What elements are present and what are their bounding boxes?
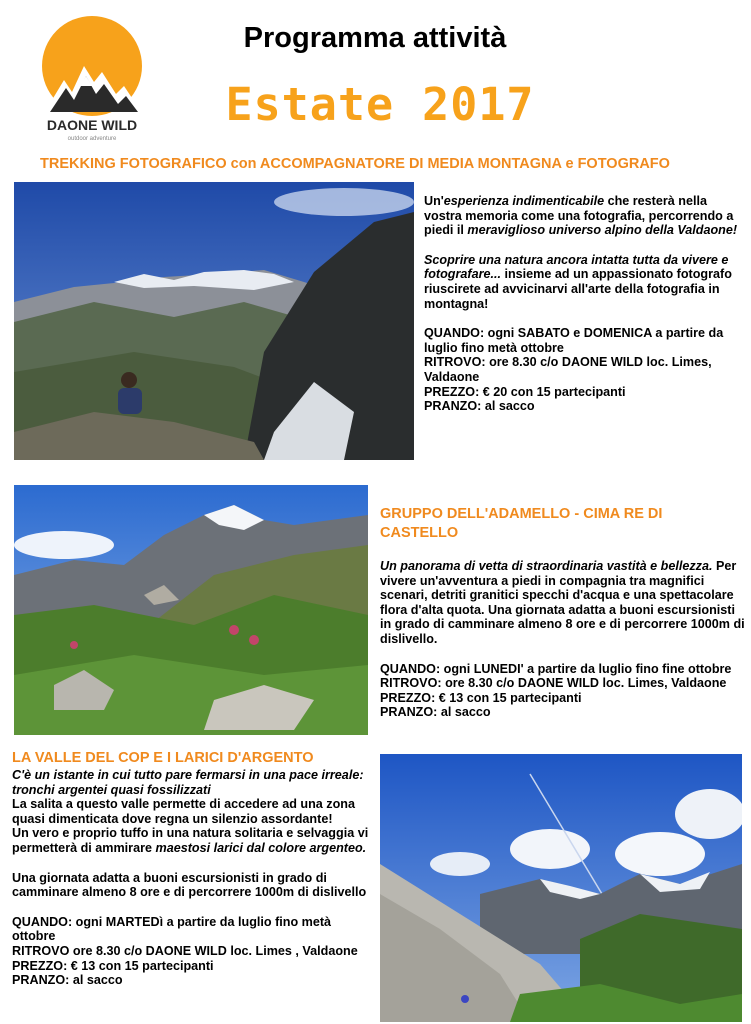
section-2-ritrovo: RITROVO: ore 8.30 c/o DAONE WILD loc. Limes, Valdaone [380, 676, 727, 691]
page-title: Programma attività [243, 22, 507, 54]
photo-trekking-mountain-valley [14, 182, 414, 460]
section-2-text: Un panorama di vetta di straordinaria vastità e bellezza. Per vivere un'avventura a piedi in compagnia tra magnifici scenari, detriti granitici specchi d'acqua e una spettacolare flora d'alta quota. Una giornata adatta a buoni escursionisti in grado di camminare almeno 8 ore e di percorrere 1000m di dislivello. QUANDO: ogni LUNEDI' a partire da luglio fino fine ottobre RITROVO: ore 8.30 c/o DAONE WILD loc. Limes, Valdaone PREZZO: € 13 con 15 partecipanti PRANZO: al sacco [380, 559, 745, 720]
svg-text:outdoor adventure: outdoor adventure [67, 136, 117, 142]
svg-text:DAONE WILD: DAONE WILD [46, 117, 138, 133]
section-2-prezzo: PREZZO: € 13 con 15 partecipanti [380, 690, 582, 705]
daone-wild-logo [34, 14, 154, 142]
section-1-title: TREKKING FOTOGRAFICO con ACCOMPAGNATORE DI MEDIA MONTAGNA e FOTOGRAFO [40, 156, 670, 172]
photo-adamello-meadow [14, 485, 368, 735]
section-3-text: C'è un istante in cui tutto pare fermarsi in una pace irreale: tronchi argentei quasi fossilizzati La salita a questo valle permette di accedere ad una zona quasi dimenticata dove regna un silenzio assordante! Un vero e proprio tuffo in una natura solitaria e selvaggia vi permetterà di ammirare maestosi larici dal colore argenteo. Una giornata adatta a buoni escursionisti in grado di camminare almeno 8 ore e di percorrere 1000m di dislivello QUANDO: ogni MARTEDì a partire da luglio fino metà ottobre RITROVO ore 8.30 c/o DAONE WILD loc. Limes , Valdaone PREZZO: € 13 con 15 partecipanti PRANZO: al sacco [12, 768, 374, 988]
section-3-quando: QUANDO: ogni MARTEDì a partire da luglio fino metà ottobre [12, 914, 332, 944]
section-1-quando: QUANDO: ogni SABATO e DOMENICA a partire da luglio fino metà ottobre [424, 326, 724, 355]
section-2-pranzo: PRANZO: al sacco [380, 705, 491, 720]
section-1-text: Un'esperienza indimenticabile che resterà nella vostra memoria come una fotografia, percorrendo a piedi il meraviglioso universo alpino della Valdaone! Scoprire una natura ancora intatta tutta da vivere e fotografare... insieme ad un appassionato fotografo riuscirete ad avvicinarvi all'arte della fotografia in montagna! QUANDO: ogni SABATO e DOMENICA a partire da luglio fino metà ottobre RITROVO: ore 8.30 c/o DAONE WILD loc. Limes, Valdaone PREZZO: € 20 con 15 partecipanti PRANZO: al sacco [424, 194, 742, 414]
photo-valle-del-cop [380, 754, 742, 1022]
section-1-pranzo: PRANZO: al sacco [424, 399, 535, 414]
section-3-prezzo: PREZZO: € 13 con 15 partecipanti [12, 958, 214, 973]
section-3-title: LA VALLE DEL COP E I LARICI D'ARGENTO [12, 750, 314, 766]
section-2-title: GRUPPO DELL'ADAMELLO - CIMA RE DI CASTELLO [380, 506, 663, 541]
section-3-pranzo: PRANZO: al sacco [12, 973, 123, 988]
section-1-prezzo: PREZZO: € 20 con 15 partecipanti [424, 384, 626, 399]
page-subtitle: Estate 2017 [225, 78, 535, 131]
section-2-quando: QUANDO: ogni LUNEDI' a partire da luglio fino fine ottobre [380, 661, 732, 676]
section-1-ritrovo: RITROVO: ore 8.30 c/o DAONE WILD loc. Limes, Valdaone [424, 355, 712, 384]
section-3-ritrovo: RITROVO ore 8.30 c/o DAONE WILD loc. Limes , Valdaone [12, 943, 358, 958]
